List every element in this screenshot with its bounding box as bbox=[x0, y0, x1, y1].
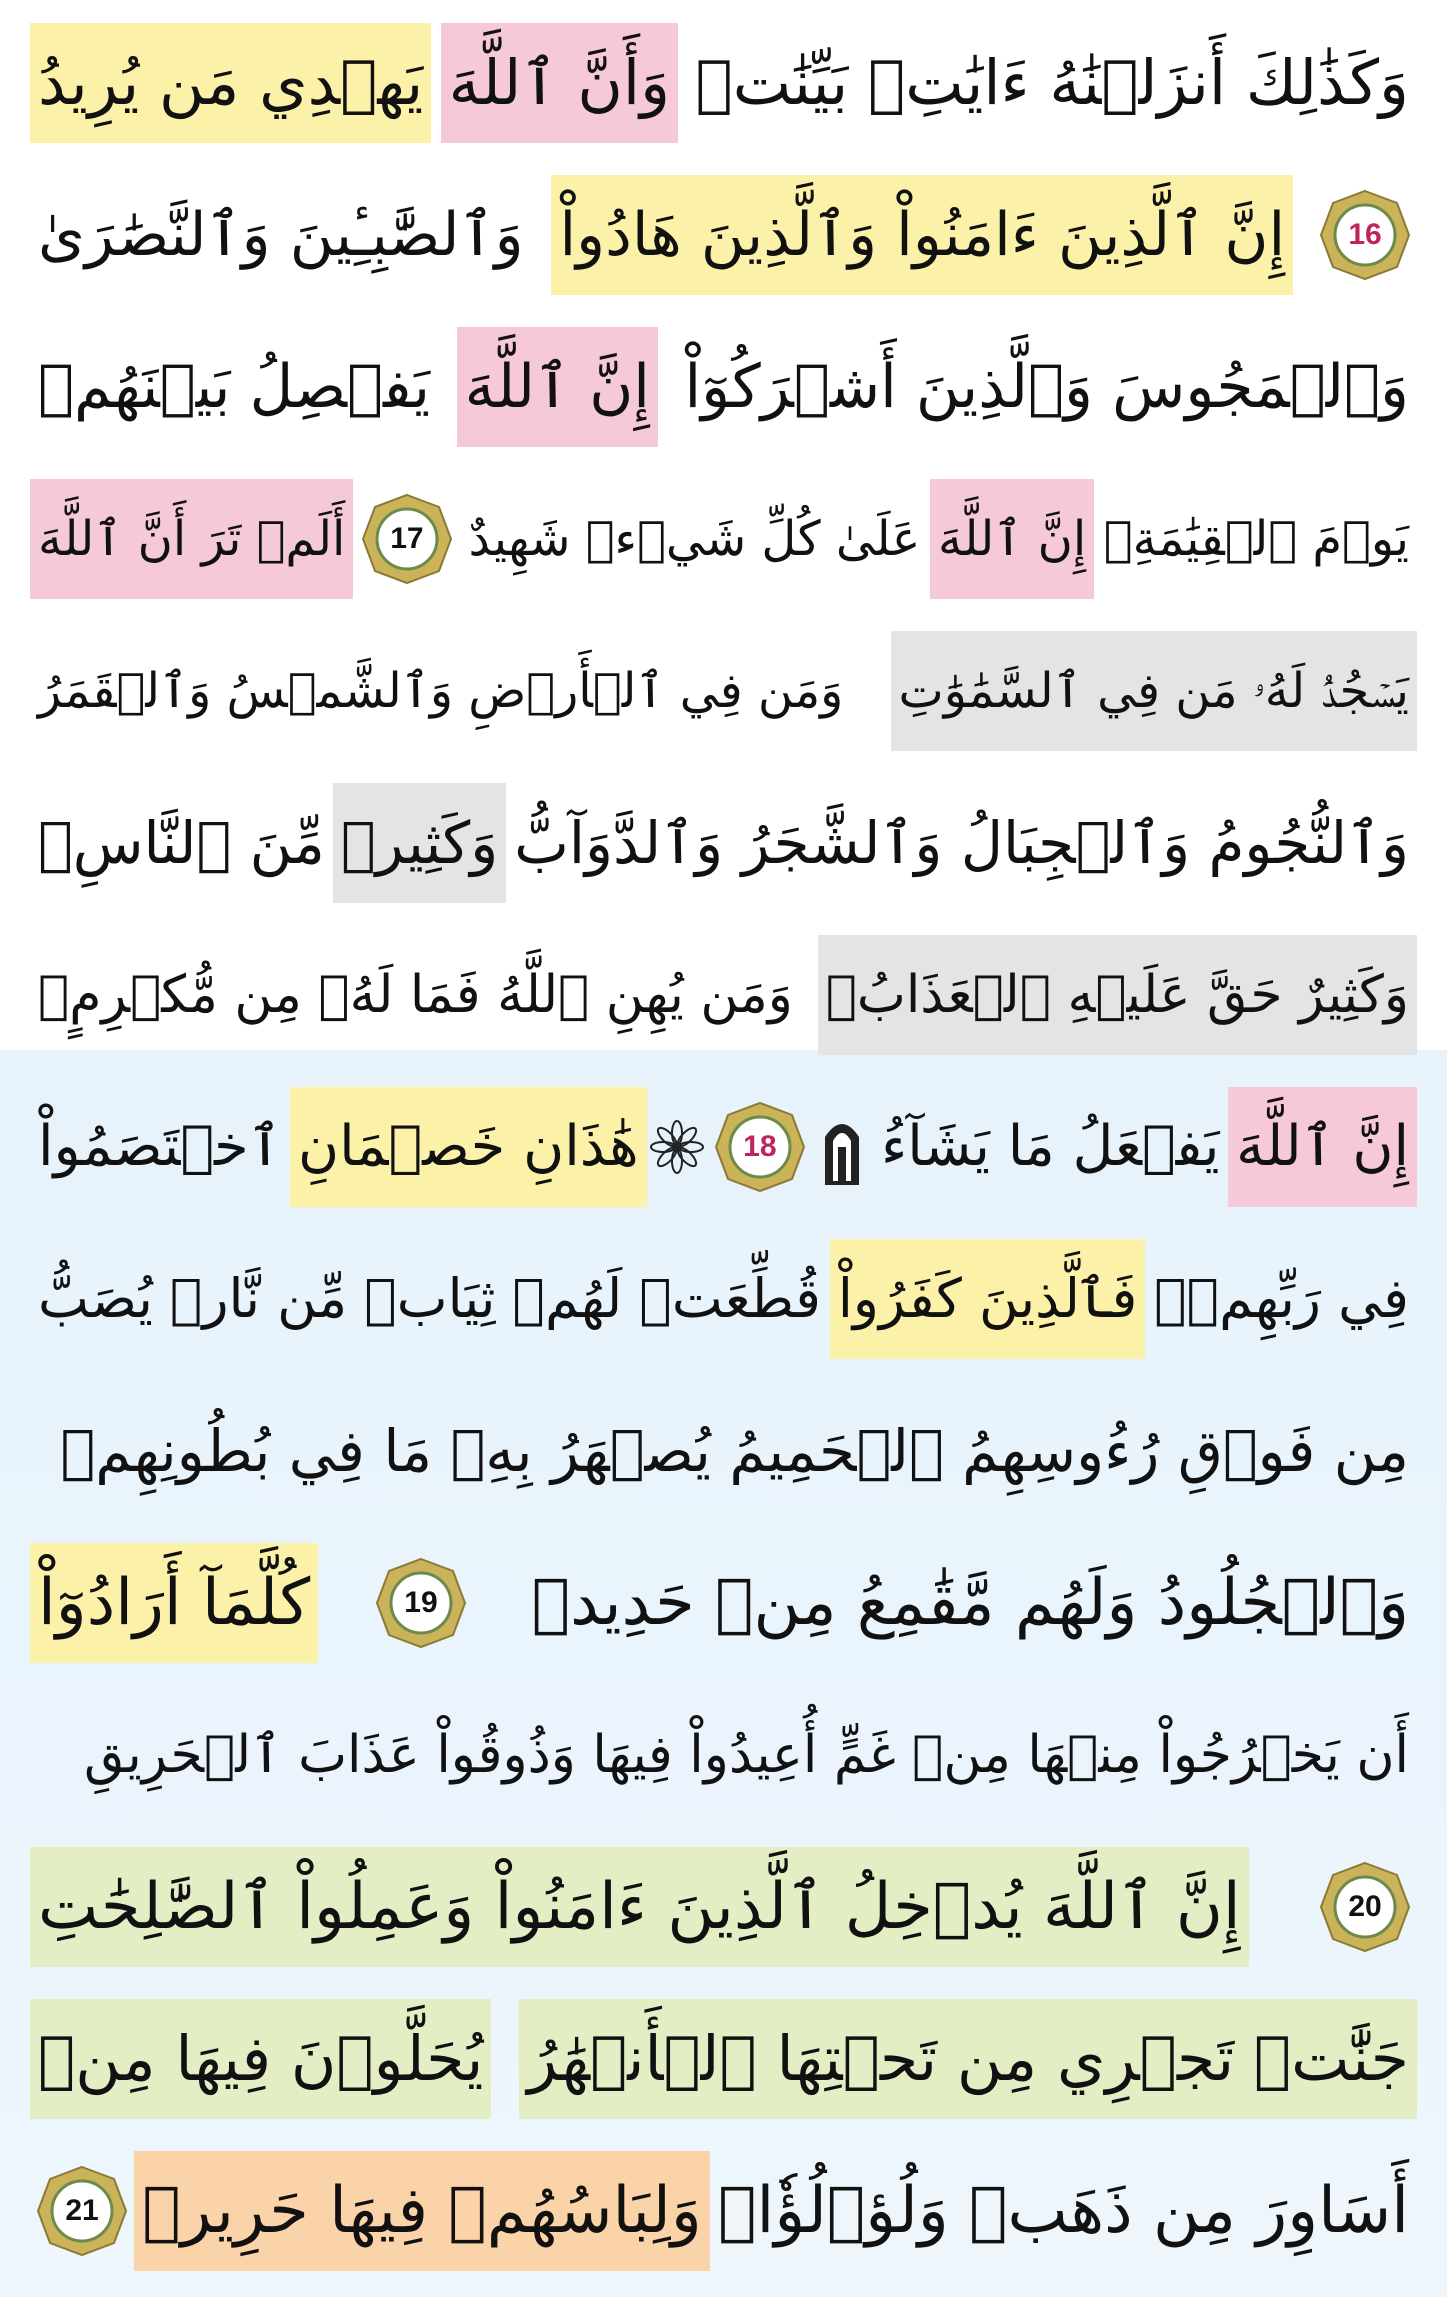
verse-number: 21 bbox=[65, 2194, 99, 2227]
verse-number-marker bbox=[361, 493, 453, 585]
verse-text: وَٱلصَّٰبِـِٔينَ وَٱلنَّصَٰرَىٰ bbox=[38, 200, 524, 270]
highlighted-phrase-pink: إِنَّ ٱللَّهَ bbox=[1228, 1087, 1417, 1207]
verse-text: عَلَىٰ كُلِّ شَيۡءٖ شَهِيدٌ bbox=[468, 511, 921, 567]
text-line bbox=[30, 1376, 1417, 1526]
verse-text: وَمَن فِي ٱلۡأَرۡضِ وَٱلشَّمۡسُ وَٱلۡقَمَرُ bbox=[38, 663, 844, 719]
verse-text: وَٱلۡمَجُوسَ وَٱلَّذِينَ أَشۡرَكُوٓاْ bbox=[684, 352, 1409, 422]
text-line bbox=[30, 1984, 1417, 2134]
verse-text: قُطِّعَتۡ لَهُمۡ ثِيَابٞ مِّن نَّارٖ يُصَبُّ bbox=[38, 1267, 821, 1330]
verse-text: مِّنَ ٱلنَّاسِۖ bbox=[37, 809, 325, 877]
text-line bbox=[30, 1072, 1417, 1222]
highlighted-phrase-green: جَنَّٰتٖ تَجۡرِي مِن تَحۡتِهَا ٱلۡأَنۡهَٰرُ bbox=[519, 1999, 1417, 2119]
highlighted-phrase-yellow: إِنَّ ٱلَّذِينَ ءَامَنُواْ وَٱلَّذِينَ هَادُواْ bbox=[551, 175, 1293, 295]
verse-number: 18 bbox=[743, 1130, 777, 1163]
verse-text: أَسَاوِرَ مِن ذَهَبٖ وَلُؤۡلُؤٗاۖ bbox=[718, 2174, 1409, 2248]
verse-text: أَن يَخۡرُجُواْ مِنۡهَا مِنۡ غَمٍّ أُعِيدُواْ فِيهَا وَذُوقُواْ عَذَابَ ٱلۡحَرِيقِ bbox=[83, 1725, 1409, 1785]
highlighted-phrase-gray: يَسۡجُدُۤ لَهُۥ مَن فِي ٱلسَّمَٰوَٰتِ bbox=[891, 631, 1418, 751]
highlighted-phrase-pink: أَلَمۡ تَرَ أَنَّ ٱللَّهَ bbox=[30, 479, 353, 599]
verse-number: 19 bbox=[404, 1586, 438, 1619]
verse-text: وَكَذَٰلِكَ أَنزَلۡنَٰهُ ءَايَٰتِۭ بَيِّنَٰتٖ bbox=[695, 46, 1409, 119]
verse-number-marker bbox=[36, 2165, 128, 2257]
text-line bbox=[30, 616, 1417, 766]
verse-text: وَٱلنُّجُومُ وَٱلۡجِبَالُ وَٱلشَّجَرُ وَٱلدَّوَآبُّ bbox=[514, 809, 1409, 877]
verse-text: يَوۡمَ ٱلۡقِيَٰمَةِۚ bbox=[1103, 511, 1409, 567]
highlighted-phrase-yellow: كُلَّمَآ أَرَادُوٓاْ bbox=[30, 1543, 318, 1663]
highlighted-phrase-green: إِنَّ ٱللَّهَ يُدۡخِلُ ٱلَّذِينَ ءَامَنُواْ وَعَمِلُواْ ٱلصَّٰلِحَٰتِ bbox=[30, 1847, 1249, 1967]
highlighted-phrase-yellow: هَٰذَانِ خَصۡمَانِ bbox=[290, 1087, 647, 1207]
highlighted-phrase-pink: وَأَنَّ ٱللَّهَ bbox=[441, 23, 678, 143]
hizb-star-icon bbox=[647, 1102, 707, 1192]
verse-text: يَفۡعَلُ مَا يَشَآءُ bbox=[880, 1114, 1220, 1179]
verse-number-marker bbox=[375, 1557, 467, 1649]
highlighted-phrase-yellow: فَٱلَّذِينَ كَفَرُواْ bbox=[830, 1239, 1145, 1359]
verse-text: يَفۡصِلُ بَيۡنَهُمۡ bbox=[38, 352, 431, 422]
verse-text: ٱخۡتَصَمُواْ bbox=[38, 1114, 282, 1179]
text-line bbox=[30, 768, 1417, 918]
highlighted-phrase-green: يُحَلَّوۡنَ فِيهَا مِنۡ bbox=[30, 1999, 491, 2119]
verse-number-marker bbox=[1319, 189, 1411, 281]
verse-text: فِي رَبِّهِمۡۖ bbox=[1154, 1267, 1409, 1330]
text-line bbox=[30, 1224, 1417, 1374]
text-line bbox=[30, 1832, 1417, 1982]
verse-text: وَمَن يُهِنِ ٱللَّهُ فَمَا لَهُۥ مِن مُّكۡرِمٍۚ bbox=[38, 965, 793, 1025]
sajda-mihrab-icon bbox=[812, 1102, 872, 1192]
text-line bbox=[30, 920, 1417, 1070]
verse-number: 20 bbox=[1348, 1890, 1382, 1923]
text-line bbox=[30, 464, 1417, 614]
verse-text: مِن فَوۡقِ رُءُوسِهِمُ ٱلۡحَمِيمُ يُصۡهَرُ بِهِۦ مَا فِي بُطُونِهِمۡ bbox=[60, 1417, 1409, 1485]
verse-number: 17 bbox=[390, 522, 424, 555]
text-line bbox=[30, 312, 1417, 462]
highlighted-phrase-orange: وَلِبَاسُهُمۡ فِيهَا حَرِيرٞ bbox=[134, 2151, 709, 2271]
highlighted-phrase-pink: إِنَّ ٱللَّهَ bbox=[930, 479, 1094, 599]
text-line bbox=[30, 1680, 1417, 1830]
verse-number-marker bbox=[714, 1101, 806, 1193]
verse-text: وَٱلۡجُلُودُ وَلَهُم مَّقَٰمِعُ مِنۡ حَدِيدٖ bbox=[531, 1566, 1409, 1640]
text-line bbox=[30, 8, 1417, 158]
text-line bbox=[30, 1528, 1417, 1678]
highlighted-phrase-gray: وَكَثِيرٞ bbox=[333, 783, 506, 903]
text-line bbox=[30, 160, 1417, 310]
highlighted-phrase-yellow: يَهۡدِي مَن يُرِيدُ bbox=[30, 23, 431, 143]
highlighted-phrase-gray: وَكَثِيرٌ حَقَّ عَلَيۡهِ ٱلۡعَذَابُۗ bbox=[818, 935, 1417, 1055]
text-line bbox=[30, 2136, 1417, 2286]
highlighted-phrase-pink: إِنَّ ٱللَّهَ bbox=[457, 327, 658, 447]
verse-number: 16 bbox=[1348, 218, 1382, 251]
verse-number-marker bbox=[1319, 1861, 1411, 1953]
